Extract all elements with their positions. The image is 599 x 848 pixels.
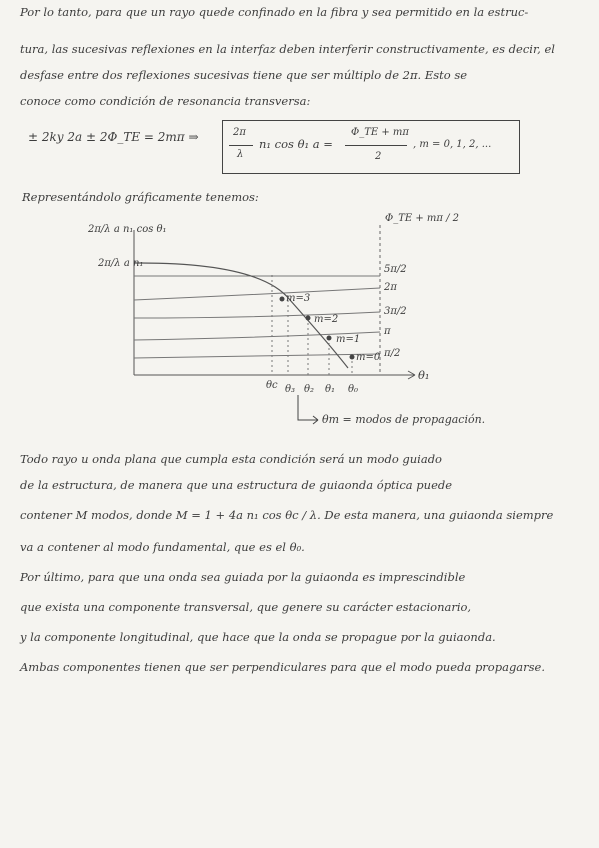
right-tick: π [384, 326, 391, 337]
right-tick: π/2 [384, 348, 401, 359]
equation-left: ± 2ky 2a ± 2Φ_TE = 2mπ ⇒ [28, 130, 199, 144]
mode-label: m=1 [336, 334, 361, 345]
text-line: que exista una componente transversal, que genere su carácter estacionario, [20, 600, 472, 614]
text-line: Por lo tanto, para que un rayo quede confinado en la fibra y sea permitido en la estruc- [20, 5, 529, 19]
x-tick: θ₁ [325, 384, 336, 395]
text-line: tura, las sucesivas reflexiones en la interfaz deben interferir constructivamente, es decir, el [20, 42, 555, 56]
x-tick: θc [266, 380, 278, 391]
text-line: conoce como condición de resonancia transversa: [20, 94, 311, 108]
y-right-label: Φ_TE + mπ / 2 [385, 213, 460, 224]
right-tick: 5π/2 [384, 264, 407, 275]
text-line: Ambas componentes tienen que ser perpendiculares para que el modo pueda propagarse. [20, 660, 546, 674]
box-right-numerator: Φ_TE + mπ [351, 127, 409, 138]
text-line: contener M modos, donde M = 1 + 4a n₁ cos θc / λ. De esta manera, una guiaonda siempre [20, 508, 554, 522]
right-tick: 2π [384, 282, 397, 293]
mode-label: m=2 [314, 314, 339, 325]
mode-point [280, 297, 285, 302]
text-line: va a contener al modo fundamental, que es el θ₀. [20, 540, 305, 554]
graph-intro: Representándolo gráficamente tenemos: [22, 190, 259, 204]
box-tail: , m = 0, 1, 2, ... [413, 139, 492, 150]
text-line: desfase entre dos reflexiones sucesivas tiene que ser múltiplo de 2π. Esto se [20, 68, 468, 82]
box-left-numerator: 2π [233, 127, 246, 138]
mode-point [350, 355, 355, 360]
right-tick: 3π/2 [384, 306, 407, 317]
text-line: Por último, para que una onda sea guiada por la guiaonda es imprescindible [20, 570, 466, 584]
mode-point [306, 316, 311, 321]
mode-label: m=0 [356, 352, 381, 363]
text-line: Todo rayo u onda plana que cumpla esta condición será un modo guiado [20, 452, 442, 466]
text-line: de la estructura, de manera que una estructura de guiaonda óptica puede [20, 478, 453, 492]
box-left-rest: n₁ cos θ₁ a = [259, 137, 333, 151]
x-tick: θ₀ [348, 384, 359, 395]
x-axis-label: θ₁ [418, 368, 430, 382]
text-line: y la componente longitudinal, que hace que la onda se propague por la guiaonda. [20, 630, 496, 644]
x-tick: θ₂ [304, 384, 315, 395]
mode-point [327, 336, 332, 341]
box-left-denominator: λ [237, 149, 244, 160]
box-right-denominator: 2 [375, 151, 382, 162]
modes-note: θm = modos de propagación. [322, 413, 486, 426]
y-left-label-top: 2π/λ a n₁ cos θ₁ [88, 224, 167, 235]
x-tick: θ₃ [285, 384, 296, 395]
y-left-label-mid: 2π/λ a n₁ [98, 258, 144, 269]
mode-label: m=3 [286, 293, 311, 304]
